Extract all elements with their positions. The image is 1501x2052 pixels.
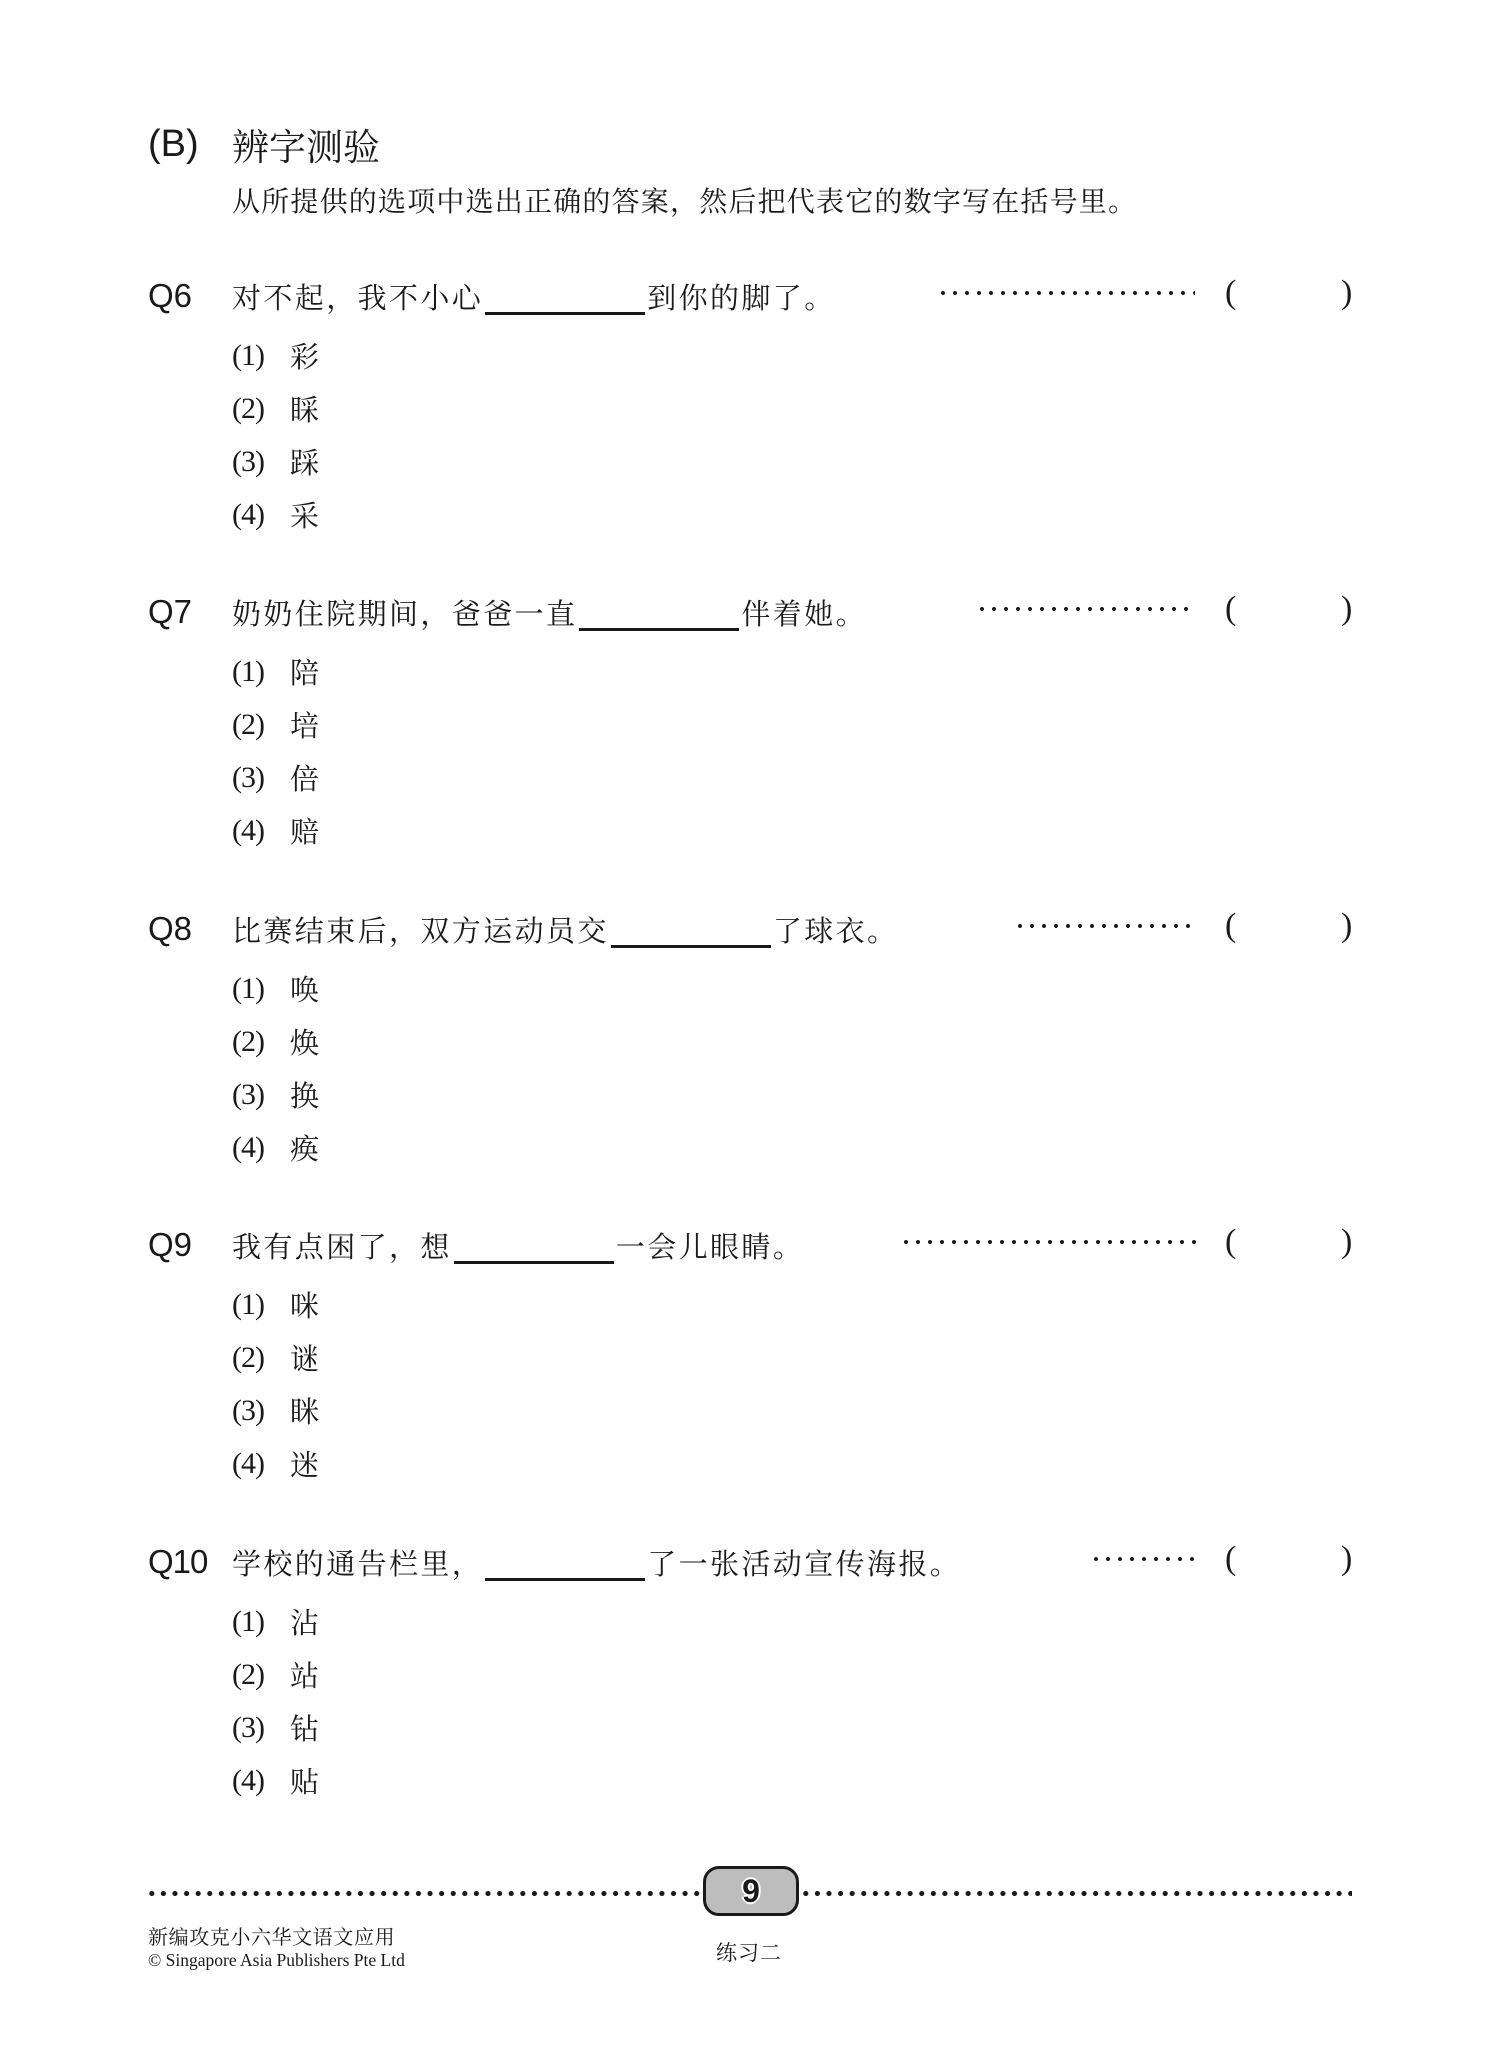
options-list — [232, 329, 1358, 541]
question-number: Q8 — [148, 910, 193, 947]
option-number: (4) — [232, 1446, 264, 1480]
answer-blank[interactable] — [579, 598, 739, 631]
question-q6 — [148, 276, 1358, 541]
option-char: 焕 — [290, 1026, 320, 1060]
question-q7 — [148, 592, 1358, 857]
question-q8 — [148, 909, 1358, 1174]
option-item — [232, 1121, 1358, 1174]
option-item — [232, 751, 1358, 804]
dot-leader — [1014, 923, 1196, 929]
page-number-badge — [703, 1866, 799, 1916]
option-item — [232, 1015, 1358, 1068]
option-item — [232, 1384, 1358, 1437]
dot-leader — [937, 290, 1195, 296]
option-number: (1) — [232, 1604, 264, 1638]
option-item — [232, 698, 1358, 751]
option-char: 眯 — [290, 1395, 320, 1429]
option-item — [232, 1648, 1358, 1701]
answer-blank[interactable] — [454, 1231, 614, 1264]
option-number: (3) — [232, 1393, 264, 1427]
question-number: Q9 — [148, 1226, 193, 1263]
footer-divider-right — [800, 1890, 1352, 1897]
answer-paren-open: ( — [1225, 907, 1237, 944]
option-number: (1) — [232, 1287, 264, 1321]
option-char: 站 — [290, 1659, 320, 1693]
footer-exercise-label: 练习二 — [716, 1941, 782, 1965]
footer-book-title: 新编攻克小六华文语文应用 — [148, 1925, 396, 1949]
option-char: 采 — [290, 499, 320, 533]
section-header — [148, 118, 380, 170]
question-text-before: 奶奶住院期间，爸爸一直 — [232, 596, 578, 631]
option-item — [232, 435, 1358, 488]
section-label: (B) — [148, 122, 199, 165]
footer-copyright: © Singapore Asia Publishers Pte Ltd — [148, 1950, 405, 1970]
question-text-after: 伴着她。 — [741, 596, 868, 631]
option-item — [232, 382, 1358, 435]
option-item — [232, 1278, 1358, 1331]
question-text-after: 一会儿眼睛。 — [615, 1229, 805, 1264]
option-char: 踩 — [290, 446, 320, 480]
page-number: 9 — [742, 1872, 760, 1909]
option-char: 唤 — [290, 973, 320, 1007]
option-number: (3) — [232, 1710, 264, 1744]
option-char: 培 — [290, 709, 320, 743]
answer-paren-open: ( — [1225, 1223, 1237, 1260]
option-item — [232, 1754, 1358, 1807]
answer-paren-close: ) — [1341, 274, 1353, 311]
option-number: (4) — [232, 1130, 264, 1164]
option-number: (3) — [232, 1077, 264, 1111]
option-number: (2) — [232, 707, 264, 741]
options-list — [232, 1595, 1358, 1807]
question-text-before: 对不起，我不小心 — [232, 280, 484, 315]
option-item — [232, 1068, 1358, 1121]
answer-paren-close: ) — [1341, 907, 1353, 944]
option-number: (1) — [232, 338, 264, 372]
question-q9 — [148, 1225, 1358, 1490]
option-number: (4) — [232, 497, 264, 531]
option-char: 倍 — [290, 762, 320, 796]
dot-leader — [976, 606, 1196, 612]
answer-blank[interactable] — [611, 915, 771, 948]
section-title: 辨字测验 — [232, 127, 380, 168]
option-char: 陪 — [290, 656, 320, 690]
question-text-after: 到你的脚了。 — [647, 280, 836, 315]
question-q10 — [148, 1542, 1358, 1807]
answer-paren-close: ) — [1341, 1223, 1353, 1260]
option-item — [232, 488, 1358, 541]
option-number: (2) — [232, 1340, 264, 1374]
option-item — [232, 645, 1358, 698]
answer-paren-close: ) — [1341, 590, 1353, 627]
option-item — [232, 329, 1358, 382]
option-item — [232, 1701, 1358, 1754]
option-number: (2) — [232, 1657, 264, 1691]
option-char: 咪 — [290, 1289, 320, 1323]
option-char: 钻 — [290, 1712, 320, 1746]
option-char: 贴 — [290, 1765, 320, 1799]
instruction-text: 从所提供的选项中选出正确的答案，然后把代表它的数字写在括号里。 — [232, 186, 1138, 217]
question-text-after: 了一张活动宣传海报。 — [647, 1546, 962, 1581]
option-number: (2) — [232, 391, 264, 425]
answer-blank[interactable] — [485, 1548, 645, 1581]
question-text-before: 比赛结束后，双方运动员交 — [232, 913, 609, 948]
answer-paren-open: ( — [1225, 274, 1237, 311]
option-number: (4) — [232, 1763, 264, 1797]
option-item — [232, 1437, 1358, 1490]
option-char: 赔 — [290, 815, 320, 849]
option-item — [232, 962, 1358, 1015]
option-char: 谜 — [290, 1342, 320, 1376]
option-char: 换 — [290, 1079, 320, 1113]
options-list — [232, 1278, 1358, 1490]
dot-leader — [1090, 1556, 1196, 1562]
question-text-before: 我有点困了，想 — [232, 1229, 452, 1264]
option-item — [232, 1595, 1358, 1648]
answer-paren-open: ( — [1225, 590, 1237, 627]
question-text-after: 了球衣。 — [772, 913, 899, 948]
question-number: Q6 — [148, 277, 193, 314]
options-list — [232, 645, 1358, 857]
option-char: 睬 — [290, 393, 320, 427]
options-list — [232, 962, 1358, 1174]
option-char: 迷 — [290, 1448, 320, 1482]
option-number: (1) — [232, 654, 264, 688]
answer-paren-open: ( — [1225, 1540, 1237, 1577]
option-item — [232, 804, 1358, 857]
option-number: (3) — [232, 444, 264, 478]
question-number: Q10 — [148, 1543, 208, 1580]
answer-paren-close: ) — [1341, 1540, 1353, 1577]
option-number: (3) — [232, 760, 264, 794]
footer-divider-left — [146, 1890, 702, 1897]
option-number: (2) — [232, 1024, 264, 1058]
option-char: 沾 — [290, 1606, 320, 1640]
answer-blank[interactable] — [485, 282, 645, 315]
dot-leader — [900, 1239, 1196, 1245]
question-text-before: 学校的通告栏里， — [232, 1546, 484, 1581]
option-number: (1) — [232, 971, 264, 1005]
option-char: 痪 — [290, 1132, 320, 1166]
question-number: Q7 — [148, 593, 193, 630]
option-item — [232, 1331, 1358, 1384]
option-number: (4) — [232, 813, 264, 847]
option-char: 彩 — [290, 340, 320, 374]
